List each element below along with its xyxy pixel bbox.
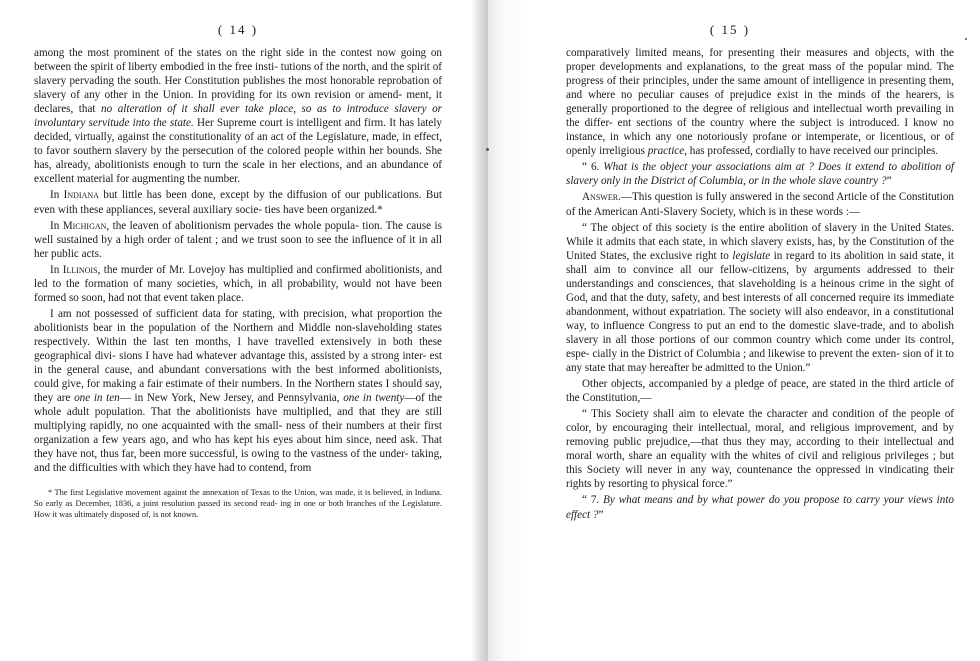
text-run: ” (886, 175, 892, 188)
ink-speck (486, 148, 489, 151)
footnote: * The first Legislative movement against the annexation of Texas to the Union, was made, it is believed, in Indiana. So early as December, 1836, a joint resolution passed its second read- ing in one or both branches of the Legislature. How it was ultimately disposed of, is not known. (34, 488, 442, 520)
book-gutter (472, 0, 488, 661)
question-6 (566, 160, 954, 188)
small-caps-run: Answer (582, 191, 619, 204)
paragraph-limited-means (566, 46, 954, 158)
paragraph-other-objects (566, 377, 954, 405)
text-run: “ The object of this society is the entire abolition of slavery in the United States. While it admits that each state, in which slavery exists, has, by the Constitution of the United States, the exclusive right to (566, 221, 954, 262)
italic-run: legislate (732, 249, 771, 262)
paragraph-abolitionist-numbers (34, 307, 442, 476)
text-run: In (50, 219, 63, 232)
small-caps-run: Illinois (62, 263, 98, 276)
left-page-body (34, 46, 442, 475)
ink-speck (965, 38, 967, 40)
left-page (0, 0, 472, 661)
text-run: .—This question is fully answered in the second Article of the Constitution of the American Anti-Slavery Society, which is in these words :— (566, 191, 954, 218)
italic-run: no alteration of it shall ever take place, so as to introduce slavery or involuntary servitude into the state. (34, 103, 442, 130)
question-7 (566, 493, 954, 521)
italic-run: one in twenty (343, 392, 405, 405)
page-number-right: ( 15 ) (709, 22, 751, 37)
text-run: but little has been done, except by the diffusion of our publications. But even with these appliances, several auxiliary socie- ties have been organized.* (34, 189, 442, 216)
text-run: In (50, 263, 63, 276)
right-page-body (566, 46, 954, 522)
text-run: ” (598, 508, 604, 521)
text-run: , the leaven of abolitionism pervades the whole popula- tion. The cause is well sustained by a high order of talent ; and we trust soon to see the influence of it in all her public acts. (34, 219, 442, 260)
text-run: — in New York, New Jersey, and Pennsylvania, (119, 392, 344, 405)
quote-article-2 (566, 221, 954, 376)
text-run: —of the whole adult population. That the abolitionists have multiplied, and that they are still multiplying rapidly, no one acquainted with the small- ness of their numbers at their first organization a few years ago, and who has kept his eyes about him since, need ask. That they have not, thus far, been more successful, is owing to the vastness of the under- taking, and the difficulties with which they have had to contend, from (34, 392, 443, 475)
quote-article-3 (566, 407, 954, 491)
right-page (488, 0, 980, 661)
text-run: comparatively limited means, for presenting their measures and objects, with the proper developments and explanations, to the great mass of the popular mind. The progress of their principles, under the same amount of intelligence in presenting them, and where no peculiar causes of prejudice exist in the minds of the hearers, is generally proportioned to the degree of religious and intellectual worth prevailing in the differ- ent sections of the country where the subject is introduced. I know no instance, in which any one notoriously profane or intemperate, or licentious, or of openly irreligious (566, 47, 954, 158)
paragraph-texas-constitution (34, 46, 442, 186)
text-run: , has professed, cordially to have received our principles. (684, 145, 939, 158)
answer-intro (566, 190, 954, 218)
paragraph-indiana (34, 188, 442, 216)
text-run: Her Supreme court is intelligent and firm. It has lately decided, virtually, against the constitutionality of an act of the Legislature, made, in effect, to favor southern slavery by the persecution of the colored people within her bounds. She has, already, abolitionists enough to turn the scale in her elections, and an abundance of excellent material for augmenting the number. (34, 117, 442, 186)
small-caps-run: Indiana (63, 189, 99, 202)
paragraph-michigan (34, 219, 442, 261)
text-run: “ 6. (582, 161, 604, 174)
page-number-left: ( 14 ) (217, 22, 259, 37)
text-run: , the murder of Mr. Lovejoy has multiplied and confirmed abolitionists, and led to the formation of many societies, which, in all probability, would not have been formed so soon, had not that event taken place. (34, 263, 443, 304)
small-caps-run: Michigan (62, 219, 107, 232)
italic-run: one in ten (74, 392, 120, 405)
text-run: I am not possessed of sufficient data for stating, with precision, what proportion the abolitionists bear in the population of the Northern and Middle non-slaveholding states respectively. Within the last ten months, I have travelled extensively in both these geographical divi- sions I have had whatever advantage this, assisted by a strong inter- est in the general cause, and abundant conversations with the best informed abolitionists, could give, for making a fair estimate of their numbers. In the Northern states I should say, they are (34, 307, 442, 405)
text-run: “ This Society shall aim to elevate the character and condition of the people of color, by encouraging their intellectual, moral, and religious improvement, and by removing public prejudice,—that thus they may, according to their intellectual and moral worth, share an equality with the whites of civil and religious privileges ; but this Society will never in any way, countenance the oppressed in vindicating their rights by resorting to physical force.” (566, 408, 954, 491)
text-run: Other objects, accompanied by a pledge of peace, are stated in the third article of the Constitution,— (566, 378, 954, 405)
italic-run: What is the object your associations aim at ? Does it extend to abolition of slavery only in the District of Columbia, or in the whole slave country ? (566, 161, 955, 188)
paragraph-illinois (34, 263, 442, 305)
text-run: among the most prominent of the states on the right side in the contest now going on between the spirit of liberty embodied in the free insti- tutions of the north, and the spirit of slavery pervading the south. Her Constitution publishes the most honorable reprobation of slavery of any other in the Union. In providing for its own revision or amend- ment, it declares, that (34, 47, 442, 116)
text-run: in regard to its abolition in said state, it shall aim to convince all our fellow-citizens, by arguments addressed to their understandings and consciences, that slaveholding is a heinous crime in the sight of God, and that the duty, safety, and best interests of all concerned require its immediate abandonment, without expatriation. The society will also endeavor, in a constitutional way, to influence Congress to put an end to the domestic slave-trade, and to abolish slavery in all those portions of our common country which come under its control, espe- cially in the District of Columbia ; and likewise to prevent the exten- sion of it to any state that may hereafter be admitted to the Union.” (566, 249, 955, 375)
italic-run: practice (647, 145, 685, 158)
italic-run: By what means and by what power do you propose to carry your views into effect ? (566, 494, 954, 521)
text-run: In (50, 189, 64, 202)
text-run: “ 7. (582, 494, 604, 507)
